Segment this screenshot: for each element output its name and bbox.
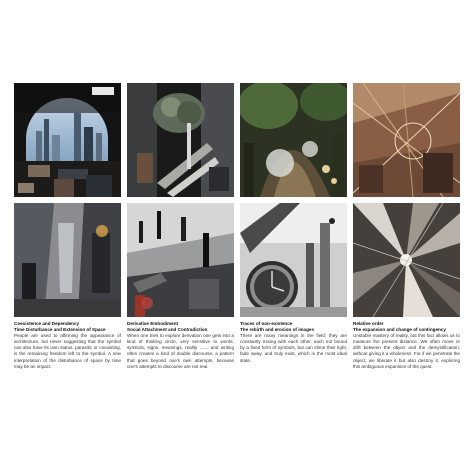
collage-image-3-top [240,83,347,197]
caption-subtitle: The expansion and change of contingency [353,327,446,333]
caption-2 [127,321,234,370]
caption-3 [240,321,347,364]
caption-subtitle: The rebirth and erosion of images [240,327,315,333]
collage-image-1-bottom [14,203,121,317]
caption-4 [353,321,460,370]
caption-body: There are many meanings in the field; they are constantly mixing with each other, each not bound by a fixed form of symbols, but can shine their light, fade away, and truly exist, which is the most ideal state. [240,333,347,363]
column-1 [14,83,121,370]
collage-image-3-bottom [240,203,347,317]
caption-body: When one tries to explore derivation one gets into a kind of thinking circle, very sensitive to words, symbols, signs, meanings, reality ......, and writing often creates a kind of double discourse, a pattern that goes beyond one's own attempts, because one's attempts to discourse are not real. [127,333,234,369]
caption-title: Coexistence and Dependency [14,321,80,326]
caption-subtitle: Social Attachment and Contradiction [127,327,208,333]
column-2 [127,83,234,370]
collage-image-2-top [127,83,234,197]
caption-title: Relative order [353,321,384,326]
collage-image-4-bottom [353,203,460,317]
collage-image-1-top [14,83,121,197]
caption-subtitle: Time Disturbance and Extension of Space [14,327,106,333]
caption-body: People are used to affirming the appearance of architecture, but never suggesting that the symbol can also have its own status, parasitic or coexisting, is the remaining freedom left to the symbol. A new interpretation of the disturbance of space by time may be an impact. [14,333,121,369]
column-4 [353,83,460,370]
caption-title: Traces of non-existence [240,321,293,326]
collage-image-4-top [353,83,460,197]
column-3 [240,83,347,364]
collage-image-2-bottom [127,203,234,317]
caption-body: Unstable mastery of reality, but this fact allows us to measure the present distance. We often move or drift between the object and the demystification, without giving it a wholeness. For if we penetrate the object, we liberate it but also destroy it, exploring this ambiguous expansion of the quest. [353,333,460,369]
caption-title: Derivative Embodiment [127,321,179,326]
caption-1 [14,321,121,370]
